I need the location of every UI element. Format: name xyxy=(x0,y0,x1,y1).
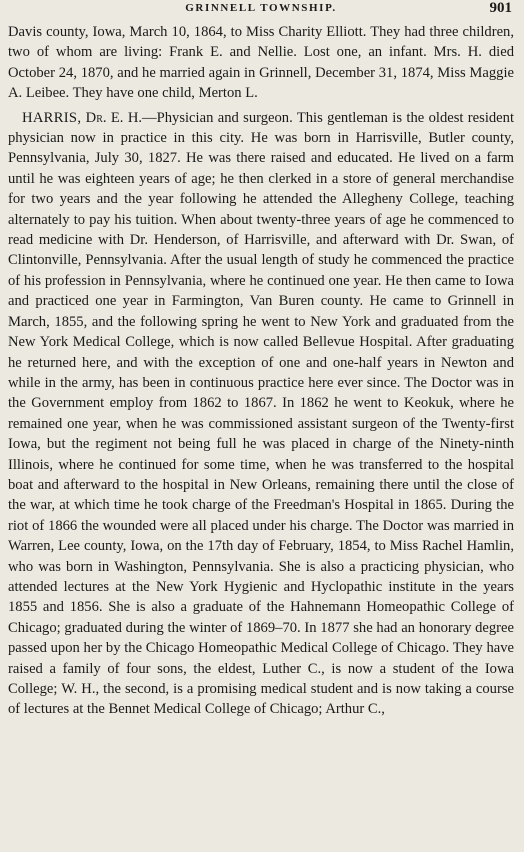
page-number: 901 xyxy=(489,0,512,16)
continuation-paragraph: Davis county, Iowa, March 10, 1864, to Miss Charity Elliott. They had three children, two of whom are living: Frank E. and Nellie. Lost one, an infant. Mrs. H. died October 24, 1870, and he married again in Grinnell, December 31, 1874, Miss Maggie A. Leibee. They have one child, Merton L. xyxy=(8,24,514,102)
entry-initials: E. H. xyxy=(110,109,143,126)
page-header xyxy=(8,0,514,22)
entry-text: —Physician and surgeon. This gentleman is the oldest resident physician now in practice in this city. He was born in Harrisville, Butler county, Pennsylvania, July 30, 1827. He was there raised and educated. He lived on a farm until he was eighteen years of age; he then clerked in a store of general merchandise for two years and the year following he attended the Allegheny College, teaching alternately to pay his tuition. When about twenty-three years of age he commenced to read medicine with Dr. Henderson, of Harrisville, and afterward with Dr. Swan, of Clintonville, Pennsylvania. After the usual length of study he commenced the practice of his profession in Pennsylvania, where he continued one year. He then came to Iowa and practiced one year in Farmington, Van Buren county. He came to Grinnell in March, 1855, and the following spring he went to New York and graduated from the New York Medical College, which is now called Bellevue Hospital. After graduating he returned here, and with the exception of one and one-half years in Newton and while in the army, has been in continuous practice here ever since. The Doctor was in the Government employ from 1862 to 1867. In 1862 he went to Keokuk, where he remained one year, when he was commissioned assistant surgeon of the Twenty-first Iowa, but the regiment not being full he was placed in charge of the Ninety-ninth Illinois, where he continued for some time, when he was transferred to the hospital boat and afterward to the hospital in New Orleans, remaining there until the close of the war, at which time he took charge of the Freedman's Hospital in 1865. During the riot of 1866 the wounded were all placed under his charge. The Doctor was married in Warren, Lee county, Iowa, on the 17th day of February, 1854, to Miss Rachel Hamlin, who was born in Washington, Pennsylvania. She is also a practicing physician, who attended lectures at the New York Hygienic and Hyclopathic institute in the years 1855 and 1856. She is also a graduate of the Hahnemann Homeopathic College of Chicago; graduated during the winter of 1869–70. In 1877 she had an honorary degree passed upon her by the Chicago Homeopathic Medical College of Chicago. They have raised a family of four sons, the eldest, Luther C., is now a student of the Iowa College; W. H., the second, is a promising medical student and is now taking a course of lectures at the Bennet Medical College of Chicago; Arthur C., xyxy=(8,109,515,718)
entry-honorific: Dr. xyxy=(85,109,107,126)
biography-entry-harris xyxy=(8,108,514,720)
page-body xyxy=(8,22,514,720)
entry-surname: HARRIS, xyxy=(22,109,82,126)
running-head: GRINNELL TOWNSHIP. xyxy=(185,2,337,14)
